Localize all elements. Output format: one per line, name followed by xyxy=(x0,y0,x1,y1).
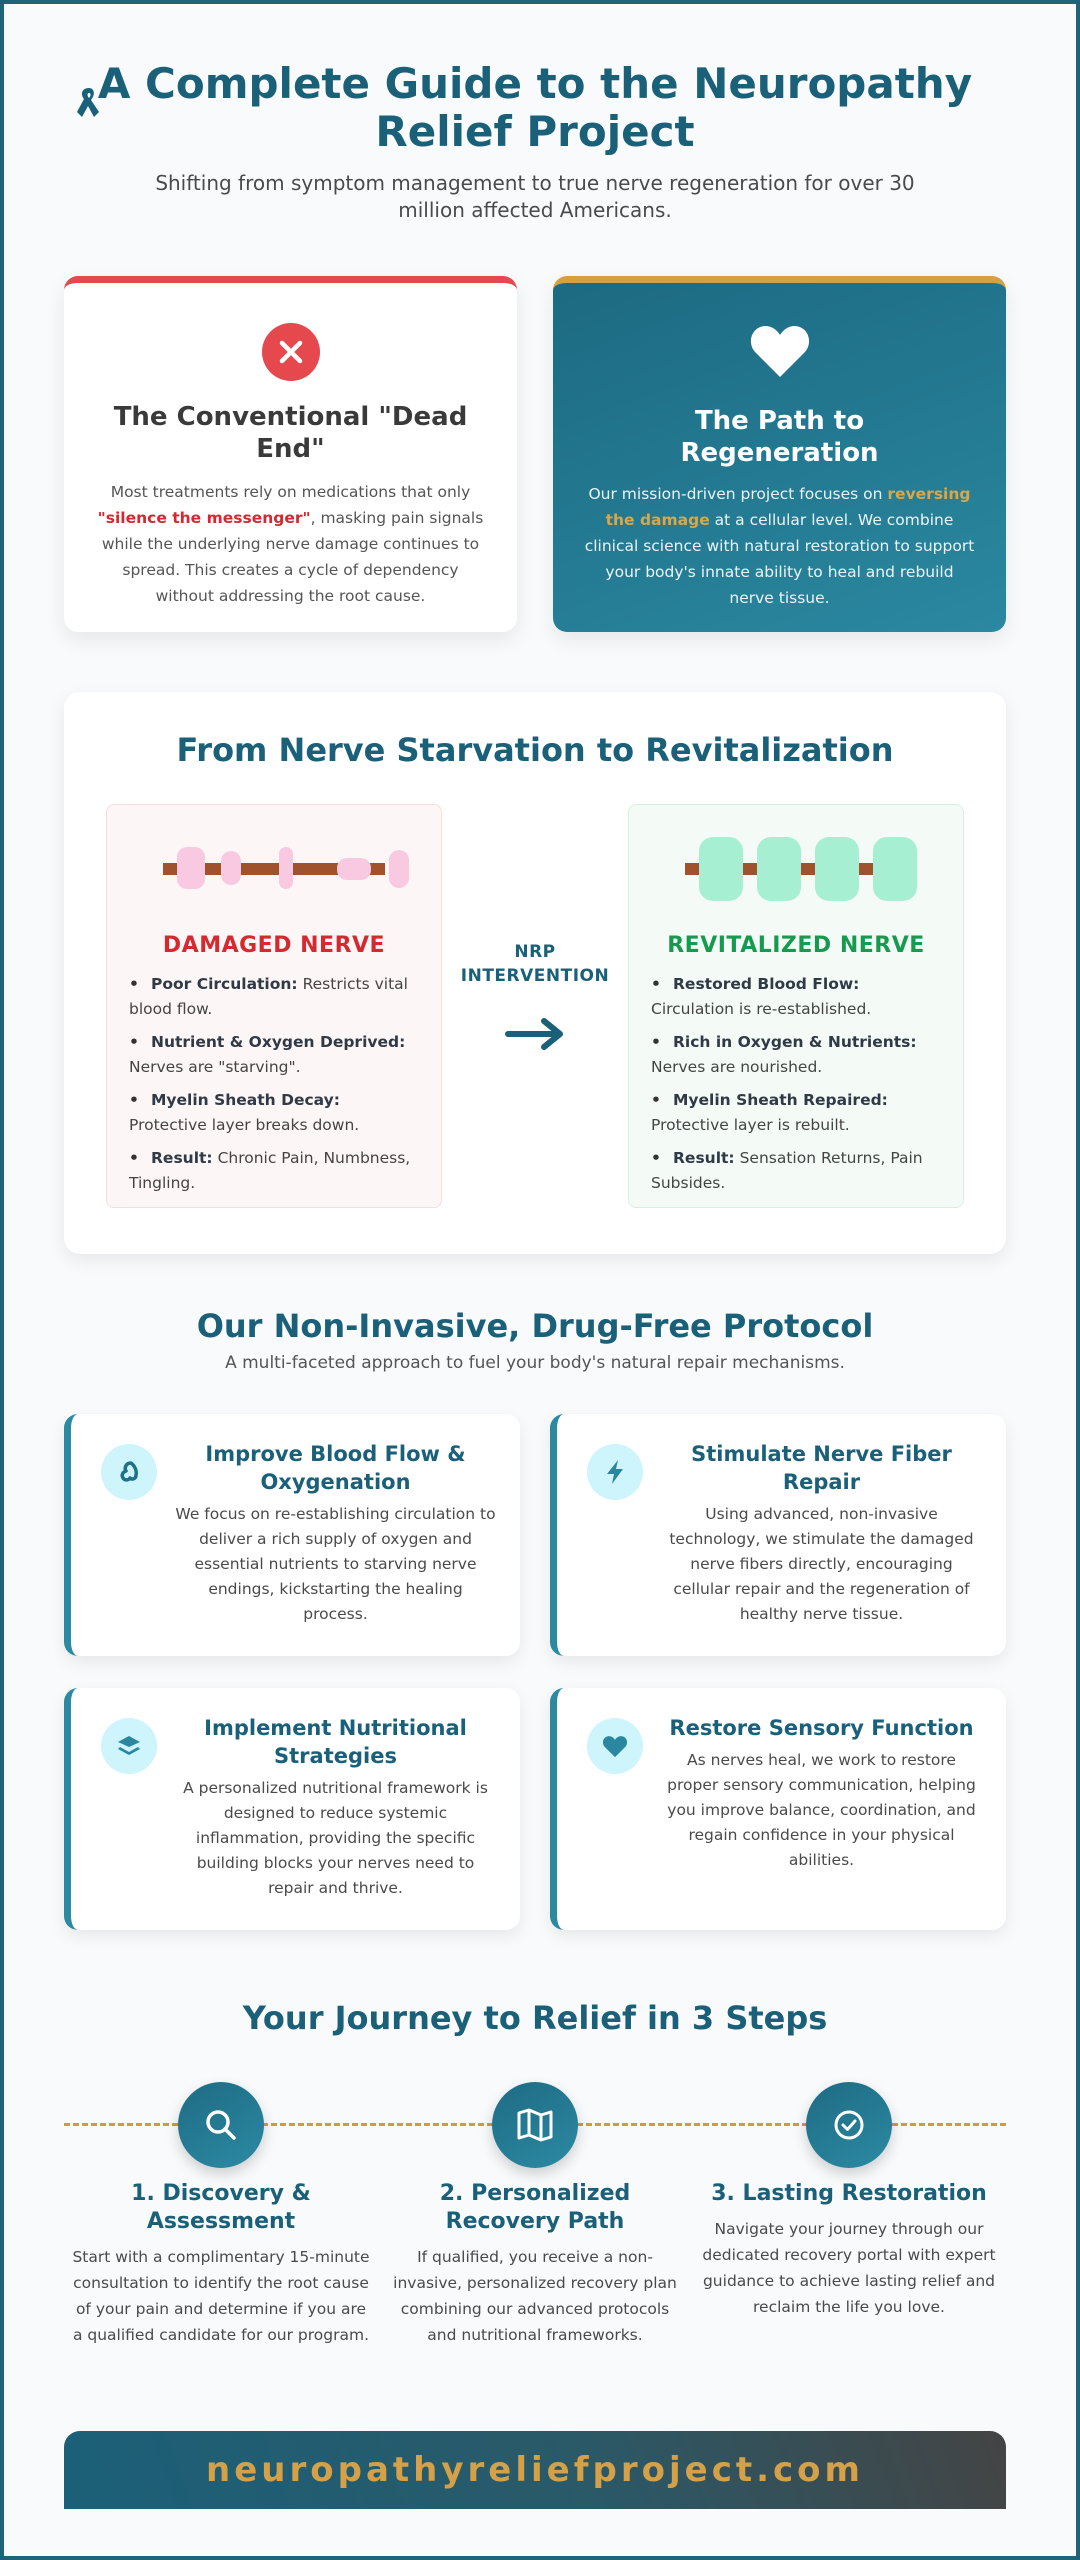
journey-step-3 xyxy=(699,2180,999,2320)
page-header xyxy=(64,60,1006,224)
protocol-card-body xyxy=(175,1714,496,1901)
myelin-segment xyxy=(279,847,293,889)
damaged-nerve-panel xyxy=(106,804,442,1208)
card-title: The Path to Regeneration xyxy=(680,406,879,468)
search-icon xyxy=(178,2082,264,2168)
journey-title: Your Journey to Relief in 3 Steps xyxy=(242,1999,828,2037)
list-item: • Result: Sensation Returns, Pain Subsides. xyxy=(651,1149,923,1192)
card-text xyxy=(553,481,1006,611)
protocol-card-title: Improve Blood Flow & Oxygenation xyxy=(205,1442,466,1494)
layers-icon xyxy=(101,1718,157,1774)
damaged-nerve-list xyxy=(127,972,421,1196)
step-text: Navigate your journey through our dedicated recovery portal with expert guidance to achieve lasting relief and reclaim the life you love. xyxy=(702,2220,996,2316)
item-label: Poor Circulation: xyxy=(151,975,298,993)
protocol-card-title: Implement Nutritional Strategies xyxy=(204,1716,467,1768)
journey-step-2 xyxy=(385,2180,685,2348)
page-subtitle: Shifting from symptom management to true nerve regeneration for over 30 million affected Americans. xyxy=(155,171,915,222)
revitalized-nerve-panel xyxy=(628,804,964,1208)
item-label: Result: xyxy=(151,1149,213,1167)
list-item: • Poor Circulation: Restricts vital blood flow. xyxy=(129,975,408,1018)
protocol-card-text: As nerves heal, we work to restore proper sensory communication, helping you improve balance, coordination, and regain confidence in your physical abilities. xyxy=(667,1751,976,1869)
list-item: • Myelin Sheath Repaired: Protective layer is rebuilt. xyxy=(651,1091,888,1134)
protocol-card-body xyxy=(661,1714,982,1873)
blood-drop-icon xyxy=(101,1444,157,1500)
conventional-dead-end-card xyxy=(64,276,517,632)
item-text: Sensation Returns, Pain Subsides. xyxy=(651,1149,923,1192)
protocol-card-text: We focus on re-establishing circulation to deliver a rich supply of oxygen and essential nutrients to starving nerve endings, kickstarting the healing process. xyxy=(175,1505,496,1623)
item-label: Rich in Oxygen & Nutrients: xyxy=(673,1033,917,1051)
protocol-card-text: A personalized nutritional framework is designed to reduce systemic inflammation, providing the specific building blocks your nerves need to repair and thrive. xyxy=(183,1779,488,1897)
step-text: Start with a complimentary 15-minute consultation to identify the root cause of your pain and determine if you are a qualified candidate for our program. xyxy=(72,2248,370,2344)
protocol-card-nerve-fiber xyxy=(550,1414,1006,1656)
list-item: • Result: Chronic Pain, Numbness, Tingling. xyxy=(129,1149,411,1192)
list-item: • Myelin Sheath Decay: Protective layer breaks down. xyxy=(129,1091,360,1134)
item-text: Circulation is re-established. xyxy=(651,1000,872,1018)
revitalized-nerve-illustration xyxy=(649,805,943,915)
item-text: Chronic Pain, Numbness, Tingling. xyxy=(129,1149,411,1192)
intervention-label: NRP INTERVENTION xyxy=(460,942,610,986)
item-label: Nutrient & Oxygen Deprived: xyxy=(151,1033,406,1051)
damaged-nerve-illustration xyxy=(127,805,421,915)
item-text: Nerves are nourished. xyxy=(651,1058,823,1076)
text-segment: Most treatments rely on medications that only xyxy=(110,483,471,501)
protocol-card-title: Stimulate Nerve Fiber Repair xyxy=(691,1442,952,1494)
section-title: From Nerve Starvation to Revitalization xyxy=(176,731,894,769)
myelin-segment xyxy=(699,837,743,901)
step-title: 2. Personalized Recovery Path xyxy=(439,2181,631,2234)
protocol-card-sensory xyxy=(550,1688,1006,1930)
damaged-nerve-label: DAMAGED NERVE xyxy=(162,933,386,958)
path-to-regeneration-card xyxy=(553,276,1006,632)
myelin-segment xyxy=(337,858,371,880)
step-text: If qualified, you receive a non-invasive, personalized recovery plan combining our advanced protocols and nutritional frameworks. xyxy=(393,2248,677,2344)
item-text: Restricts vital blood flow. xyxy=(129,975,408,1018)
protocol-card-body xyxy=(661,1440,982,1627)
item-label: Myelin Sheath Repaired: xyxy=(673,1091,888,1109)
lightning-bolt-icon xyxy=(587,1444,643,1500)
item-label: Result: xyxy=(673,1149,735,1167)
page-title: A Complete Guide to the Neuropathy Relief Project xyxy=(97,59,973,156)
map-icon xyxy=(492,2082,578,2168)
check-circle-icon xyxy=(806,2082,892,2168)
highlight-reversing-damage: reversing the damage xyxy=(605,485,971,529)
myelin-segment xyxy=(873,837,917,901)
item-label: Restored Blood Flow: xyxy=(673,975,860,993)
heart-icon xyxy=(587,1718,643,1774)
journey-step-1 xyxy=(71,2180,371,2348)
step-title: 1. Discovery & Assessment xyxy=(131,2181,311,2234)
title-row xyxy=(64,60,1006,156)
x-circle-icon xyxy=(262,323,320,381)
nerve-comparison-section xyxy=(64,692,1006,1254)
revitalized-nerve-list xyxy=(649,972,943,1196)
myelin-segment xyxy=(389,850,409,888)
heart-icon xyxy=(749,321,811,379)
protocol-card-text: Using advanced, non-invasive technology, we stimulate the damaged nerve fibers directly, encouraging cellular repair and the regeneration of healthy nerve tissue. xyxy=(669,1505,974,1623)
list-item: • Rich in Oxygen & Nutrients: Nerves are nourished. xyxy=(651,1033,917,1076)
highlight-silence-messenger: "silence the messenger" xyxy=(97,509,311,527)
text-segment: at a cellular level. We combine clinical science with natural restoration to support your body's innate ability to heal and rebuild nerve tissue. xyxy=(584,511,975,607)
list-item: • Nutrient & Oxygen Deprived: Nerves are "starving". xyxy=(129,1033,406,1076)
footer-banner xyxy=(64,2431,1006,2509)
item-text: Nerves are "starving". xyxy=(129,1058,301,1076)
myelin-segment xyxy=(177,847,205,889)
protocol-card-nutrition xyxy=(64,1688,520,1930)
nrp-intervention xyxy=(450,940,620,1052)
ribbon-icon xyxy=(72,84,102,124)
myelin-segment xyxy=(815,837,859,901)
revitalized-nerve-label: REVITALIZED NERVE xyxy=(667,933,925,958)
arrow-right-icon xyxy=(504,1016,566,1052)
myelin-segment xyxy=(221,851,241,885)
protocol-card-blood-flow xyxy=(64,1414,520,1656)
protocol-subtitle: A multi-faceted approach to fuel your body's natural repair mechanisms. xyxy=(225,1353,845,1373)
item-text: Protective layer is rebuilt. xyxy=(651,1116,850,1134)
protocol-card-body xyxy=(175,1440,496,1627)
step-title: 3. Lasting Restoration xyxy=(711,2181,987,2206)
list-item: • Restored Blood Flow: Circulation is re-established. xyxy=(651,975,872,1018)
text-segment: Our mission-driven project focuses on xyxy=(588,485,888,503)
protocol-card-title: Restore Sensory Function xyxy=(669,1716,974,1740)
protocol-title: Our Non-Invasive, Drug-Free Protocol xyxy=(196,1307,874,1345)
footer-website-link[interactable]: neuropathyreliefproject.com xyxy=(206,2450,864,2490)
myelin-segment xyxy=(757,837,801,901)
item-label: Myelin Sheath Decay: xyxy=(151,1091,340,1109)
text-segment: , masking pain signals while the underlying nerve damage continues to spread. This creates a cycle of dependency without addressing the root cause. xyxy=(101,509,484,605)
card-title: The Conventional "Dead End" xyxy=(113,402,468,464)
item-text: Protective layer breaks down. xyxy=(129,1116,360,1134)
card-text xyxy=(64,479,517,609)
